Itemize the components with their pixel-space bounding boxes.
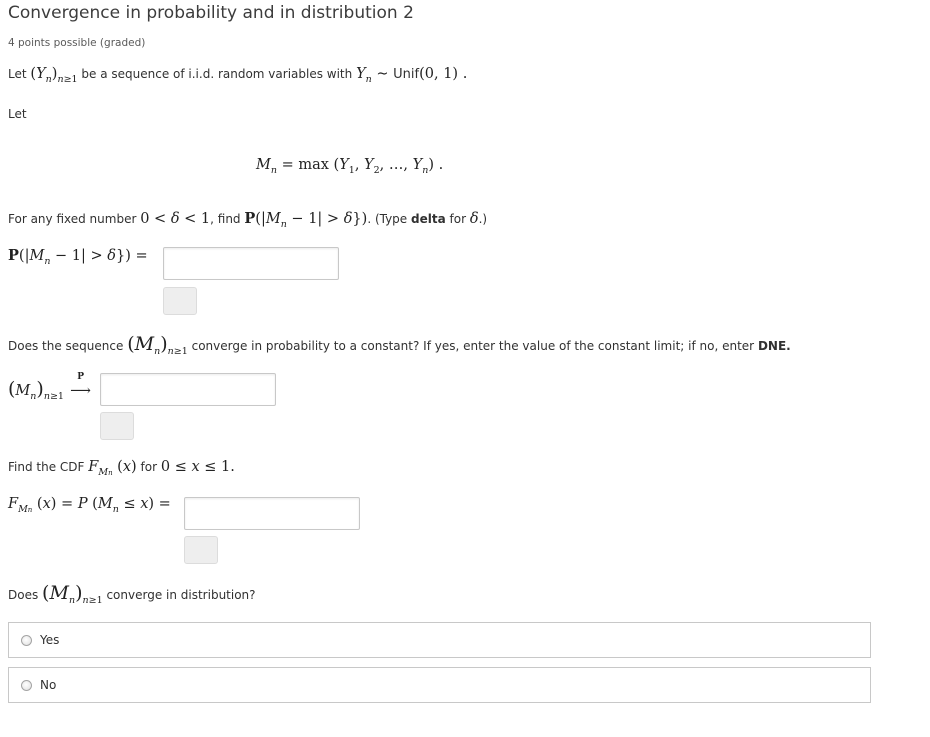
q2-status-indicator (100, 412, 134, 440)
choice-no[interactable] (8, 667, 871, 703)
q2-answer-input[interactable] (100, 373, 276, 406)
q3-prompt: Find the CDF $F_{Mn}$ (x) for 0 ≤ x ≤ 1. (8, 459, 235, 478)
problem-title: Convergence in probability and in distribution 2 (8, 3, 414, 23)
choice-yes[interactable] (8, 622, 871, 658)
q3-answer-input[interactable] (184, 497, 360, 530)
no-radio-button[interactable] (21, 680, 32, 691)
yes-radio-button[interactable] (21, 635, 32, 646)
q1-label: $P(|M_n - 1| > \delta\}$) = (8, 247, 148, 267)
q2-label: $(M_n)_{n\ge 1}$ P ⟶ (8, 372, 91, 402)
q1-status-indicator (163, 287, 197, 315)
q3-label: $F_{Mn}$ (x) = P $(M_n \le x)$ = (8, 496, 171, 515)
q1-answer-input[interactable] (163, 247, 339, 280)
choice-yes-label: Yes (40, 633, 60, 647)
let-text: Let (8, 107, 27, 121)
points-possible: 4 points possible (graded) (8, 37, 146, 49)
q4-prompt: Does $(M_n)_{n\ge 1}$ converge in distribution? (8, 582, 256, 606)
q3-status-indicator (184, 536, 218, 564)
q1-prompt: For any fixed number 0 < δ < 1, find $P(|M_n - 1| > \delta\}$). (Type delta for δ.) (8, 210, 488, 230)
q2-prompt: Does the sequence $(M_n)_{n\ge 1}$ converge in probability to a constant? If yes, enter the value of the constant limit; if no, enter DNE. (8, 333, 791, 357)
intro-sentence: Let $(Y_n)_{n\ge 1}$ be a sequence of i.i.d. random variables with $Y_n$ ∼ Unif(0, 1) . (8, 66, 468, 85)
choice-no-label: No (40, 678, 57, 692)
max-equation: $M_n = \max (Y_1$, $Y_2$, …, $Y_n$) . (256, 157, 444, 176)
